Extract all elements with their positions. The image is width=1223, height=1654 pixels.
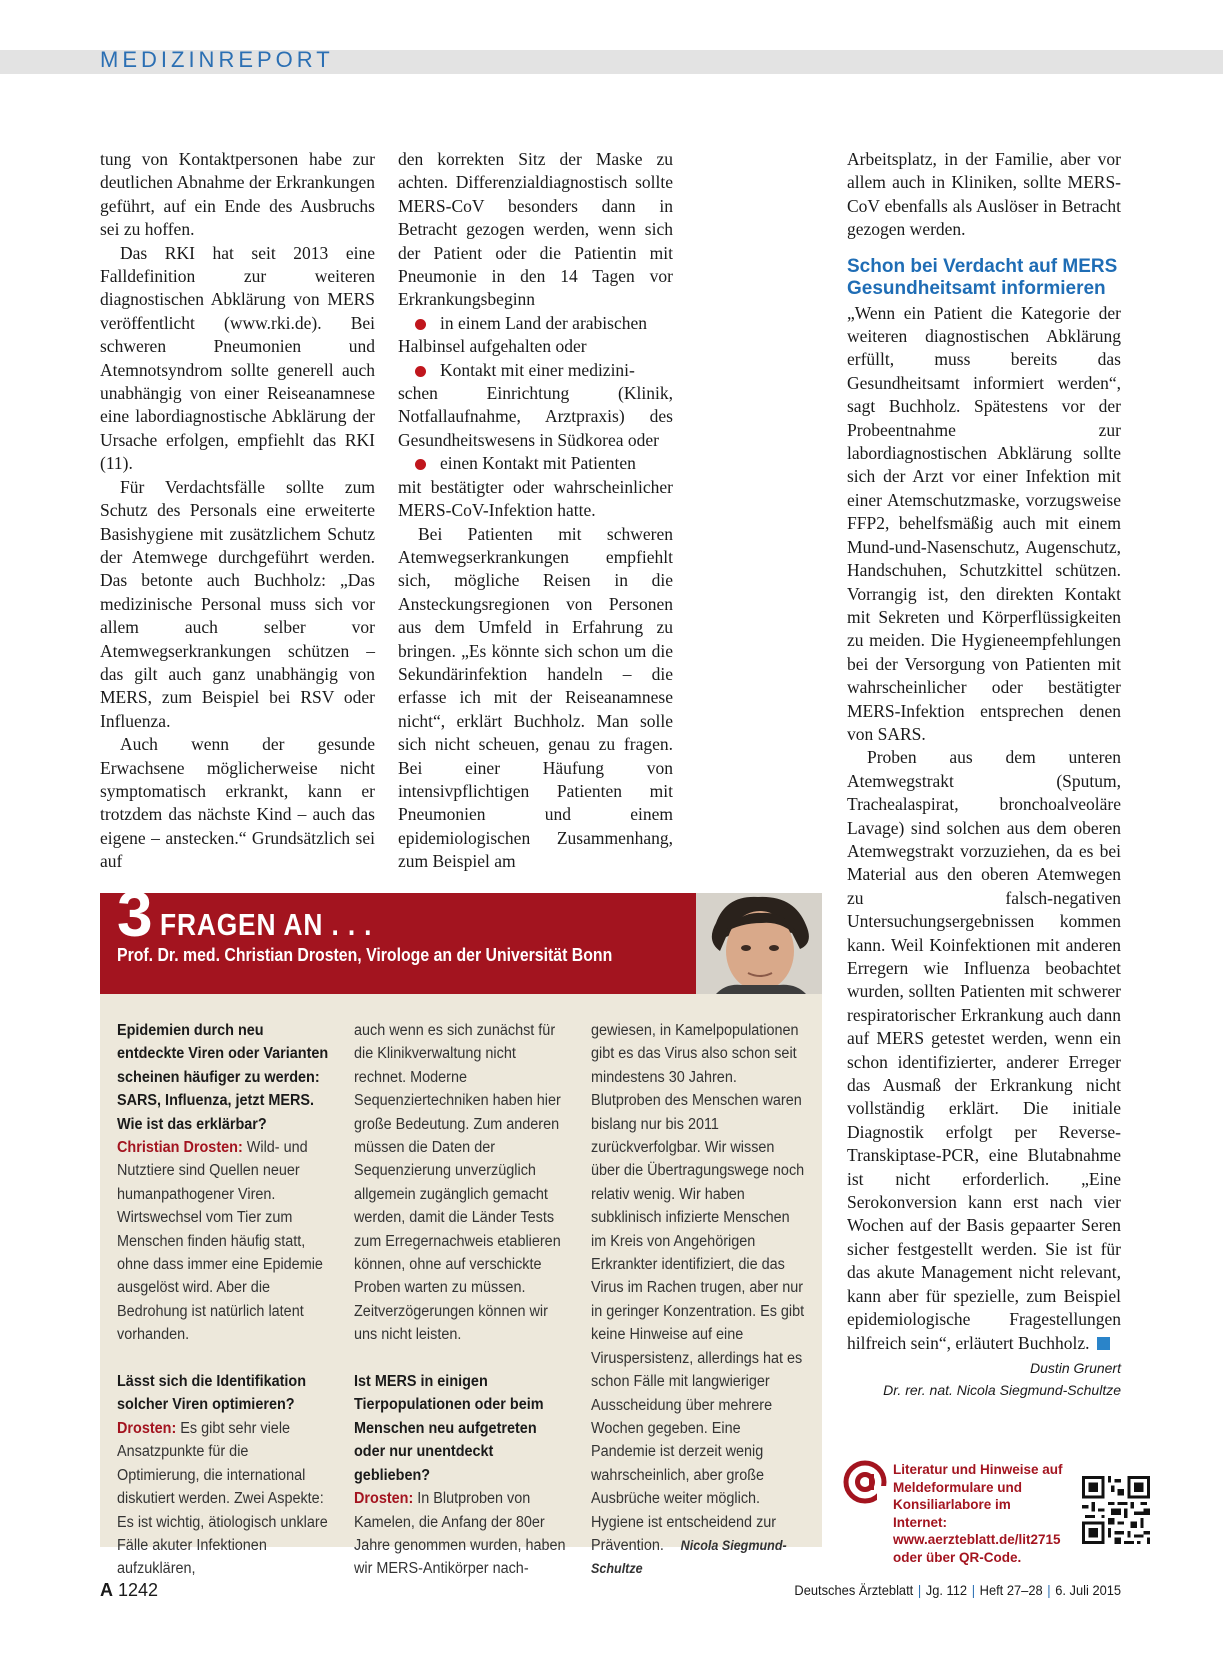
interview-answer: Drosten: In Blutproben von Kamelen, die Anfang der 80er Jahre genommen wurden, haben wir MERS-Antikörper nach-	[354, 1490, 566, 1578]
at-sign-icon	[843, 1460, 887, 1504]
interview-question: Ist MERS in einigen Tierpopulationen oder beim Menschen neu aufgetreten oder nur unentdeckt geblieben?	[354, 1373, 544, 1484]
end-mark-icon	[1097, 1337, 1110, 1350]
literature-note: Literatur und Hinweise auf Meldeformulare und Konsiliarlabore im Internet: www.aerzteblatt.de/lit2715 oder über QR-Code.	[893, 1462, 1063, 1565]
qr-code-icon[interactable]	[1082, 1476, 1150, 1544]
interview-column-3	[591, 1019, 807, 1581]
paragraph: Bei Patienten mit schweren Atemwegserkrankungen empfiehlt sich, mögliche Reisen in die Ansteckungsregionen von Personen aus dem Umfeld in Erfahrung zu bringen. „Es könnte sich schon um die Sekundärinfektion handeln – die erfasse ich mit der Reiseanamnese nicht“, erklärt Buchholz. Man solle sich nicht scheuen, genau zu fragen. Bei einer Häufung von intensivpflichtigen Patienten mit Pneumonien und einem epidemiologischen Zusammenhang, zum Beispiel am	[398, 523, 673, 872]
interview-answer-continued: gewiesen, in Kamelpopulationen gibt es das Virus also schon seit mindestens 30 Jahren. Blutproben des Menschen waren bislang nur bis 2011 zurückverfolgbar. Wir wissen über die Übertragungswege noch relativ wenig. Wir haben subklinisch infizierte Menschen im Kreis von Angehörigen Erkrankter identifiziert, die das Virus im Rachen trugen, aber nur in geringer Konzentration. Es gibt keine Hinweise auf eine Viruspersistenz, allerdings hat es schon Fälle mit langwieriger Ausscheidung über mehrere Wochen gegeben. Eine Pandemie ist derzeit wenig wahrscheinlich, aber große Ausbrüche weiter möglich. Hygiene ist entscheidend zur Prävention. Nicola Siegmund-Schultze	[591, 1022, 805, 1577]
author-name: Dr. rer. nat. Nicola Siegmund-Schultze	[883, 1381, 1121, 1398]
paragraph: Arbeitsplatz, in der Familie, aber vor allem auch in Kliniken, sollte MERS-CoV ebenfalls als Auslöser in Betracht gezogen werden.	[847, 149, 1121, 240]
interview-answer: Christian Drosten: Wild- und Nutztiere sind Quellen neuer humanpathogener Viren. Wirtswechsel vom Tier zum Menschen finden häufig statt, ohne dass immer eine Epidemie ausgelöst wird. Aber die Bedrohung ist natürlich latent vorhanden.	[117, 1139, 323, 1344]
subheading: Schon bei Verdacht auf MERS Gesundheitsamt informieren	[847, 255, 1118, 299]
interview-signature: Nicola Siegmund-Schultze	[591, 1537, 787, 1577]
interview-question: Epidemien durch neu entdeckte Viren oder Varianten scheinen häufiger zu werden: SARS, Influenza, jetzt MERS. Wie ist das erklärbar?	[117, 1022, 329, 1133]
paragraph: Proben aus dem unteren Atemwegstrakt (Sputum, Trachealaspirat, bronchoalveoläre Lavage) sind solchen aus dem oberen Atemwegstrakt vorzuziehen, da es bei Material aus den oberen Atemwegen zu falsch-negativen Untersuchungsergebnissen kommen kann. Weil Koinfektionen mit anderen Erregern wie Influenza beobachtet wurden, sollten Patienten mit schwerer respiratorischer Erkrankung auch dann auf MERS getestet werden, wenn ein schon identifizierter, anderer Erreger das Ausmaß der Erkrankung nicht vollständig erklärt. Die initiale Diagnostik erfolgt per Reverse-Transkiptase-PCR, eine Blutabnahme ist nicht erforderlich. „Eine Serokonversion kann erst nach vier Wochen auf der Basis gepaarter Seren sicher festgestellt werden. Sie ist für das akute Management nicht relevant, kann aber für spezielle, zum Beispiel epidemiologische Fragestellungen hilfreich sein“, erläutert Buchholz.	[847, 747, 1121, 1353]
interview-subtitle: Prof. Dr. med. Christian Drosten, Virologe an der Universität Bonn	[117, 945, 613, 965]
paragraph: Auch wenn der gesunde Erwachsene möglicherweise nicht symptomatisch erkrankt, kann er trotzdem das nächste Kind – auch das eigene – anstecken.“ Grundsätzlich sei auf	[100, 734, 375, 872]
bullet-dot-icon	[415, 366, 426, 377]
bullet-continuation: Halbinsel aufgehalten oder	[398, 336, 587, 357]
paragraph: „Wenn ein Patient die Kategorie der weiteren diagnostischen Abklärung erfüllt, muss bereits das Gesundheitsamt informiert werden“, sagt Buchholz. Spätestens vor der Probeentnahme zur labordiagnostischen Abklärung sollte sich der Arzt vor einer Infektion mit einer Atemschutzmaske, vorzugsweise FFP2, behelfsmäßig auch mit einem Mund-und-Nasenschutz, Augenschutz, Handschuhen, Schutzkittel schützen. Vorrangig ist, den direkten Kontakt mit Sekreten und Körperflüssigkeiten zu meiden. Die Hygieneempfehlungen bei der Versorgung von Patienten mit wahrscheinlicher oder bestätigter MERS-Infektion entsprechen denen von SARS.	[847, 302, 1121, 744]
interview-title: FRAGEN AN . . .	[160, 907, 373, 942]
portrait-photo	[696, 893, 822, 994]
article-column-2	[398, 148, 673, 874]
page-number: A 1242	[100, 1580, 159, 1600]
bullet-dot-icon	[415, 459, 426, 470]
bullet-item: einen Kontakt mit Patienten	[398, 452, 673, 475]
paragraph: Für Verdachtsfälle sollte zum Schutz des Personals eine erweiterte Basishygiene mit zusätzlichem Schutz der Atemwege durchgeführt werden. Das betonte auch Buchholz: „Das medizinische Personal muss sich vor allem auch selber vor Atemwegserkrankungen schützen – das gilt auch ganz unabhängig von MERS, zum Beispiel bei RSV oder Influenza.	[100, 476, 375, 731]
bullet-item: Kontakt mit einer medizini-	[398, 359, 673, 382]
paragraph: Das RKI hat seit 2013 eine Falldefinition zur weiteren diagnostischen Abklärung von MERS veröffentlicht (www.rki.de). Bei schweren Pneumonien und Atemnotsyndrom sollte generell auch unabhängig von einer Reiseanamnese eine labordiagnostische Abklärung der Ursache erfolgen, empfiehlt das RKI (11).	[100, 242, 375, 474]
interview-question: Lässt sich die Identifikation solcher Viren optimieren?	[117, 1373, 307, 1414]
article-column-1	[100, 148, 375, 874]
interview-answer: Drosten: Es gibt sehr viele Ansatzpunkte für die Optimierung, die international diskutiert werden. Zwei Aspekte: Es ist wichtig, ätiologisch unklare Fälle akuter Infektionen aufzuklären,	[117, 1419, 328, 1578]
bullet-continuation: schen Einrichtung (Klinik, Notfallaufnahme, Arztpraxis) des Gesundheitswesens in Südkorea oder	[398, 383, 673, 450]
author-name: Dustin Grunert	[1029, 1359, 1121, 1376]
interview-number: 3	[117, 878, 151, 950]
journal-info: Deutsches Ärzteblatt | Jg. 112 | Heft 27–28 | 6. Juli 2015	[794, 1582, 1121, 1598]
interview-answer-continued: auch wenn es sich zunächst für die Klinikverwaltung nicht rechnet. Moderne Sequenziertechniken haben hier große Bedeutung. Zum anderen müssen die Daten der Sequenzierung unverzüglich allgemein zugänglich gemacht werden, damit die Länder Tests zum Erregernachweis etablieren können, ohne auf verschickte Proben warten zu müssen. Zeitverzögerungen können wir uns nicht leisten.	[354, 1022, 561, 1344]
author-credits	[847, 1357, 1121, 1401]
bullet-item: in einem Land der arabischen	[398, 312, 673, 335]
literature-link[interactable]: www.aerzteblatt.de/lit2715	[893, 1532, 1061, 1547]
interview-column-1	[117, 1019, 333, 1581]
bullet-continuation: mit bestätigter oder wahrscheinlicher MERS-CoV-Infektion hatte.	[398, 476, 673, 521]
interview-column-2	[354, 1019, 570, 1581]
section-label: MEDIZINREPORT	[100, 47, 334, 72]
paragraph: den korrekten Sitz der Maske zu achten. Differenzialdiagnostisch sollte MERS-CoV besonders dann in Betracht gezogen werden, wenn sich der Patient oder die Patientin mit Pneumonie in den 14 Tagen vor Erkrankungsbeginn	[398, 149, 673, 310]
article-column-3	[847, 148, 1121, 1401]
bullet-dot-icon	[415, 319, 426, 330]
paragraph: tung von Kontaktpersonen habe zur deutlichen Abnahme der Erkrankungen geführt, auf ein Ende des Ausbruchs sei zu hoffen.	[100, 149, 375, 240]
